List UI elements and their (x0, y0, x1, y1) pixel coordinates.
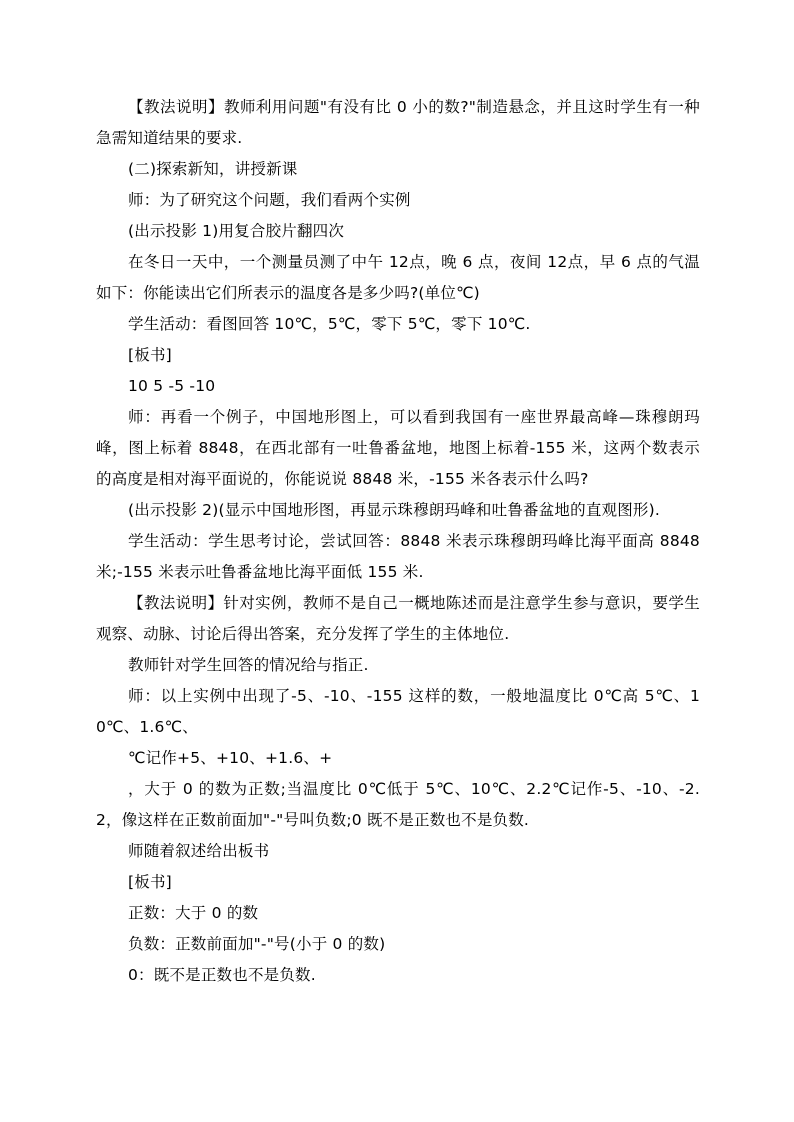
paragraph-board-label-1: [板书] (128, 346, 172, 364)
document-body (96, 92, 700, 991)
paragraph-positive-number: 正数：大于 0 的数 (128, 904, 259, 922)
paragraph-teacher-summary: 师：以上实例中出现了-5、-10、-155 这样的数，一般地温度比 0℃高 5℃、10℃、1.6℃、 (96, 687, 700, 736)
paragraph-zero-definition: 0：既不是正数也不是负数. (128, 966, 316, 984)
paragraph-projection-2: (出示投影 2)(显示中国地形图，再显示珠穆朗玛峰和吐鲁番盆地的直观图形). (128, 501, 661, 519)
paragraph-teacher-intro: 师：为了研究这个问题，我们看两个实例 (128, 191, 411, 209)
paragraph-negative-definition: ，大于 0 的数为正数;当温度比 0℃低于 5℃、10℃、2.2℃记作-5、-10、-2.2，像这样在正数前面加"-"号叫负数;0 既不是正数也不是负数. (96, 780, 700, 829)
paragraph-teaching-note-2: 【教法说明】针对实例，教师不是自己一概地陈述而是注意学生参与意识，要学生观察、动脉、讨论后得出答案，充分发挥了学生的主体地位. (96, 594, 700, 643)
paragraph-teaching-note-1: 【教法说明】教师利用问题"有没有比 0 小的数?"制造悬念，并且这时学生有一种急需知道结果的要求. (96, 98, 700, 147)
paragraph-teacher-correction: 教师针对学生回答的情况给与指正. (128, 656, 369, 674)
paragraph-positive-notation: ℃记作+5、+10、+1.6、+ (128, 749, 333, 767)
paragraph-section-heading: (二)探索新知，讲授新课 (128, 160, 298, 178)
paragraph-board-values: 10 5 -5 -10 (128, 377, 216, 395)
paragraph-elevation-example: 师：再看一个例子，中国地形图上，可以看到我国有一座世界最高峰—珠穆朗玛峰，图上标着 8848，在西北部有一吐鲁番盆地，地图上标着-155 米，这两个数表示的高度是相对海平面说的，你能说说 8848 米，-155 米各表示什么吗? (96, 408, 700, 488)
paragraph-teacher-board-note: 师随着叙述给出板书 (128, 842, 270, 860)
paragraph-temperature-example: 在冬日一天中，一个测量员测了中午 12点，晚 6 点，夜间 12点，早 6 点的气温如下：你能读出它们所表示的温度各是多少吗?(单位℃) (96, 253, 700, 302)
paragraph-projection-1: (出示投影 1)用复合胶片翻四次 (128, 222, 345, 240)
paragraph-student-activity-2: 学生活动：学生思考讨论，尝试回答：8848 米表示珠穆朗玛峰比海平面高 8848米;-155 米表示吐鲁番盆地比海平面低 155 米. (96, 532, 700, 581)
paragraph-negative-number: 负数：正数前面加"-"号(小于 0 的数) (128, 935, 386, 953)
paragraph-board-label-2: [板书] (128, 873, 172, 891)
paragraph-student-activity-1: 学生活动：看图回答 10℃，5℃，零下 5℃，零下 10℃. (128, 315, 531, 333)
